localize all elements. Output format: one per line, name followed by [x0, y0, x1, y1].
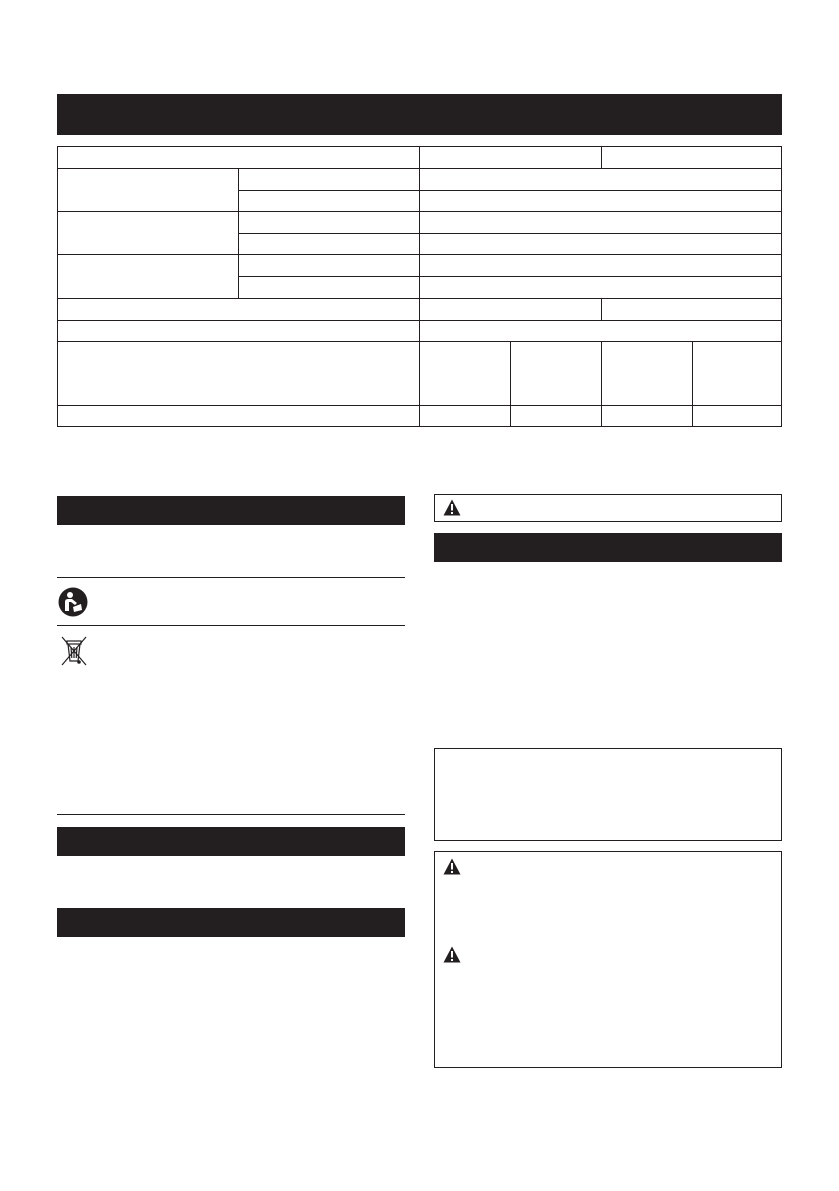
- specification-table: [57, 146, 782, 427]
- warning-triangle-icon: [443, 946, 461, 963]
- title-banner: [57, 94, 782, 135]
- warning-triangle-icon: [443, 858, 461, 875]
- symbols-divider-bottom: [57, 814, 405, 815]
- section-header-noise: [57, 908, 405, 937]
- read-instruction-manual-icon: [58, 587, 88, 617]
- symbols-divider-top: [57, 577, 405, 578]
- section-header-safety-warnings: [434, 533, 782, 562]
- save-instructions-box: [434, 748, 782, 841]
- specification-table-grid: [57, 146, 782, 427]
- section-header-symbols: [57, 496, 405, 525]
- warning-triangle-icon: [443, 499, 461, 516]
- section-header-intended-use: [57, 827, 405, 856]
- crossed-out-wheeled-bin-icon: [60, 635, 88, 667]
- symbols-divider-middle: [57, 625, 405, 626]
- warning-notice-box: [434, 494, 782, 522]
- warning-callout-box: [434, 851, 782, 1068]
